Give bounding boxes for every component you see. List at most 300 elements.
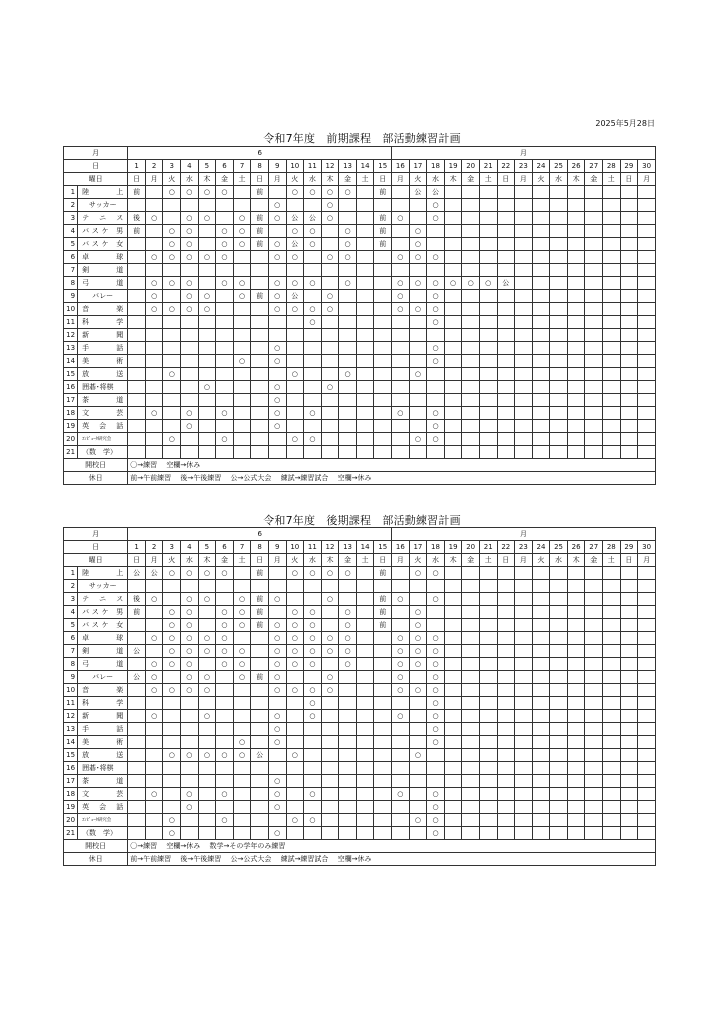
practice-mark — [515, 645, 533, 658]
practice-mark — [515, 238, 533, 251]
month-header: 月 — [64, 147, 128, 160]
practice-mark — [479, 736, 497, 749]
practice-mark — [444, 368, 462, 381]
practice-mark — [532, 775, 550, 788]
practice-mark — [479, 788, 497, 801]
weekday: 火 — [286, 554, 304, 567]
practice-mark — [145, 420, 163, 433]
practice-mark — [638, 433, 656, 446]
practice-mark — [479, 420, 497, 433]
practice-mark — [181, 355, 199, 368]
club-number: 21 — [64, 827, 78, 840]
weekday: 金 — [462, 173, 480, 186]
weekday: 土 — [602, 173, 620, 186]
practice-mark — [620, 277, 638, 290]
practice-mark — [163, 580, 181, 593]
practice-mark — [638, 593, 656, 606]
practice-mark — [550, 264, 568, 277]
practice-mark — [321, 277, 339, 290]
practice-mark — [479, 762, 497, 775]
practice-mark — [567, 632, 585, 645]
practice-mark — [479, 749, 497, 762]
practice-mark: ○ — [304, 684, 322, 697]
practice-mark — [392, 749, 410, 762]
practice-mark: ○ — [321, 567, 339, 580]
month-value: 6 — [128, 528, 392, 541]
practice-mark: ○ — [268, 684, 286, 697]
practice-mark — [620, 814, 638, 827]
practice-mark — [198, 446, 216, 459]
day-number: 23 — [515, 160, 533, 173]
practice-mark — [321, 658, 339, 671]
practice-mark: ○ — [198, 567, 216, 580]
practice-mark: ○ — [233, 658, 251, 671]
practice-mark — [620, 433, 638, 446]
weekday: 日 — [497, 173, 515, 186]
club-name: テ ニ ス — [78, 212, 128, 225]
practice-mark — [532, 645, 550, 658]
practice-mark — [286, 697, 304, 710]
practice-mark — [532, 186, 550, 199]
practice-mark — [198, 420, 216, 433]
practice-mark — [585, 199, 603, 212]
practice-mark — [567, 736, 585, 749]
practice-mark: ○ — [304, 277, 322, 290]
practice-mark — [567, 446, 585, 459]
practice-mark — [479, 723, 497, 736]
practice-mark — [321, 446, 339, 459]
practice-mark — [567, 433, 585, 446]
practice-mark — [620, 225, 638, 238]
practice-mark — [444, 749, 462, 762]
practice-mark — [145, 736, 163, 749]
practice-mark: ○ — [427, 212, 445, 225]
weekday: 日 — [620, 554, 638, 567]
month-row — [64, 147, 656, 160]
practice-mark: ○ — [163, 433, 181, 446]
practice-mark — [233, 788, 251, 801]
practice-mark — [585, 186, 603, 199]
practice-mark — [620, 381, 638, 394]
practice-mark: ○ — [427, 723, 445, 736]
practice-mark — [145, 762, 163, 775]
club-number: 8 — [64, 277, 78, 290]
practice-mark — [233, 264, 251, 277]
practice-mark — [585, 381, 603, 394]
practice-mark — [321, 329, 339, 342]
practice-mark — [602, 368, 620, 381]
day-number: 21 — [479, 160, 497, 173]
weekday: 木 — [198, 554, 216, 567]
practice-mark — [638, 342, 656, 355]
weekday: 月 — [268, 554, 286, 567]
practice-mark — [567, 290, 585, 303]
practice-mark: ○ — [286, 567, 304, 580]
practice-mark — [145, 381, 163, 394]
practice-mark: ○ — [304, 238, 322, 251]
practice-mark — [145, 225, 163, 238]
practice-mark — [198, 736, 216, 749]
practice-mark — [409, 788, 427, 801]
practice-mark — [128, 788, 146, 801]
practice-mark — [532, 420, 550, 433]
practice-mark — [251, 316, 269, 329]
practice-mark — [444, 225, 462, 238]
practice-mark — [145, 801, 163, 814]
practice-mark — [251, 723, 269, 736]
practice-mark — [145, 355, 163, 368]
practice-mark: 前 — [251, 290, 269, 303]
practice-mark — [198, 775, 216, 788]
practice-mark: ○ — [145, 658, 163, 671]
practice-mark — [515, 212, 533, 225]
practice-mark — [602, 619, 620, 632]
practice-mark — [444, 394, 462, 407]
practice-mark — [550, 723, 568, 736]
practice-mark — [585, 316, 603, 329]
practice-mark — [374, 316, 392, 329]
practice-mark — [515, 606, 533, 619]
practice-mark — [339, 736, 357, 749]
practice-mark — [532, 697, 550, 710]
practice-mark: ○ — [409, 684, 427, 697]
practice-mark: ○ — [145, 290, 163, 303]
practice-mark — [374, 658, 392, 671]
club-name: バスケ 男 — [78, 225, 128, 238]
practice-mark — [304, 342, 322, 355]
club-row — [64, 736, 656, 749]
practice-mark — [444, 580, 462, 593]
practice-mark — [585, 277, 603, 290]
practice-mark — [462, 567, 480, 580]
practice-mark — [356, 723, 374, 736]
practice-mark — [550, 593, 568, 606]
weekday: 土 — [233, 554, 251, 567]
practice-mark — [251, 355, 269, 368]
practice-mark — [339, 199, 357, 212]
practice-mark — [585, 827, 603, 840]
practice-mark — [268, 567, 286, 580]
practice-mark — [585, 433, 603, 446]
practice-mark — [392, 186, 410, 199]
practice-mark: ○ — [392, 658, 410, 671]
practice-mark — [163, 394, 181, 407]
practice-mark — [497, 814, 515, 827]
practice-mark — [462, 199, 480, 212]
club-number: 2 — [64, 199, 78, 212]
weekday-row — [64, 173, 656, 186]
practice-mark — [462, 407, 480, 420]
practice-mark — [339, 723, 357, 736]
practice-mark — [479, 433, 497, 446]
practice-mark: ○ — [409, 251, 427, 264]
practice-mark — [550, 684, 568, 697]
practice-mark — [286, 801, 304, 814]
practice-mark — [356, 632, 374, 645]
practice-mark: ○ — [321, 632, 339, 645]
day-number: 9 — [268, 160, 286, 173]
day-number: 6 — [216, 541, 234, 554]
practice-mark — [515, 567, 533, 580]
practice-mark — [515, 762, 533, 775]
practice-mark: ○ — [268, 788, 286, 801]
practice-mark — [620, 567, 638, 580]
practice-mark — [163, 710, 181, 723]
practice-mark: ○ — [321, 684, 339, 697]
practice-mark — [462, 251, 480, 264]
practice-mark — [497, 316, 515, 329]
practice-mark — [585, 749, 603, 762]
practice-mark: ○ — [181, 788, 199, 801]
practice-mark — [374, 329, 392, 342]
practice-mark — [479, 355, 497, 368]
practice-mark — [620, 264, 638, 277]
practice-mark — [321, 723, 339, 736]
practice-mark — [128, 290, 146, 303]
practice-mark — [233, 303, 251, 316]
practice-mark — [128, 303, 146, 316]
practice-mark — [304, 801, 322, 814]
practice-mark — [620, 684, 638, 697]
club-name: 茶 道 — [78, 394, 128, 407]
practice-mark: ○ — [304, 645, 322, 658]
practice-mark — [515, 355, 533, 368]
weekday: 日 — [374, 554, 392, 567]
practice-mark — [286, 671, 304, 684]
practice-mark: 公 — [145, 567, 163, 580]
practice-mark — [356, 368, 374, 381]
practice-mark — [128, 697, 146, 710]
practice-mark — [567, 775, 585, 788]
practice-mark — [462, 420, 480, 433]
weekday: 金 — [585, 173, 603, 186]
practice-mark — [251, 420, 269, 433]
practice-mark — [128, 710, 146, 723]
day-number: 28 — [602, 541, 620, 554]
practice-mark — [128, 658, 146, 671]
practice-mark: 前 — [128, 186, 146, 199]
weekday: 水 — [427, 173, 445, 186]
club-row — [64, 632, 656, 645]
practice-mark — [356, 342, 374, 355]
practice-mark — [198, 606, 216, 619]
club-row — [64, 762, 656, 775]
day-number: 29 — [620, 160, 638, 173]
practice-mark — [251, 303, 269, 316]
practice-mark — [585, 658, 603, 671]
practice-mark — [216, 736, 234, 749]
practice-mark — [497, 710, 515, 723]
practice-mark: ○ — [339, 251, 357, 264]
practice-mark — [286, 736, 304, 749]
practice-mark — [585, 593, 603, 606]
practice-mark: ○ — [145, 277, 163, 290]
practice-mark: ○ — [286, 684, 304, 697]
practice-mark — [497, 671, 515, 684]
practice-mark — [444, 355, 462, 368]
practice-mark — [181, 762, 199, 775]
club-number: 2 — [64, 580, 78, 593]
weekday: 水 — [181, 173, 199, 186]
practice-mark — [409, 697, 427, 710]
practice-mark — [638, 801, 656, 814]
practice-mark — [602, 788, 620, 801]
practice-mark — [479, 775, 497, 788]
practice-mark — [567, 368, 585, 381]
practice-mark — [515, 619, 533, 632]
practice-mark — [567, 801, 585, 814]
practice-mark — [321, 225, 339, 238]
club-name: 新 聞 — [78, 710, 128, 723]
practice-mark: ○ — [427, 407, 445, 420]
practice-mark — [286, 355, 304, 368]
practice-mark — [163, 762, 181, 775]
practice-mark — [567, 212, 585, 225]
practice-mark — [550, 710, 568, 723]
practice-mark: ○ — [268, 593, 286, 606]
practice-mark — [339, 775, 357, 788]
practice-mark — [444, 827, 462, 840]
practice-mark: ○ — [181, 567, 199, 580]
practice-mark — [356, 264, 374, 277]
practice-mark: ○ — [392, 212, 410, 225]
practice-mark — [479, 580, 497, 593]
practice-mark — [497, 446, 515, 459]
practice-mark — [216, 827, 234, 840]
practice-mark — [374, 632, 392, 645]
practice-mark — [145, 394, 163, 407]
practice-mark — [339, 749, 357, 762]
practice-mark — [479, 801, 497, 814]
practice-mark — [462, 645, 480, 658]
practice-mark — [128, 329, 146, 342]
practice-mark — [479, 684, 497, 697]
practice-mark — [198, 342, 216, 355]
practice-mark — [339, 290, 357, 303]
practice-mark — [567, 684, 585, 697]
practice-mark — [638, 407, 656, 420]
practice-mark — [532, 580, 550, 593]
practice-mark — [356, 710, 374, 723]
practice-mark — [532, 632, 550, 645]
practice-mark — [163, 290, 181, 303]
practice-mark — [497, 290, 515, 303]
practice-mark — [479, 645, 497, 658]
practice-mark — [620, 420, 638, 433]
club-number: 1 — [64, 567, 78, 580]
practice-mark — [638, 827, 656, 840]
practice-mark: ○ — [181, 632, 199, 645]
practice-mark — [374, 684, 392, 697]
practice-mark — [638, 290, 656, 303]
practice-mark: ○ — [181, 606, 199, 619]
practice-mark — [374, 251, 392, 264]
practice-mark — [268, 606, 286, 619]
weekday: 水 — [427, 554, 445, 567]
club-name: 美 術 — [78, 736, 128, 749]
practice-mark — [128, 394, 146, 407]
practice-mark: 前 — [251, 671, 269, 684]
practice-mark — [181, 199, 199, 212]
practice-mark: ○ — [145, 303, 163, 316]
practice-mark — [409, 710, 427, 723]
practice-mark — [462, 775, 480, 788]
practice-mark — [638, 580, 656, 593]
practice-mark: ○ — [409, 567, 427, 580]
practice-mark — [532, 814, 550, 827]
practice-mark — [620, 329, 638, 342]
practice-mark — [515, 710, 533, 723]
practice-mark — [251, 710, 269, 723]
club-number: 6 — [64, 251, 78, 264]
practice-mark — [567, 225, 585, 238]
practice-mark — [233, 394, 251, 407]
practice-mark — [462, 632, 480, 645]
practice-mark — [321, 238, 339, 251]
day-number: 18 — [427, 541, 445, 554]
day-number: 12 — [321, 541, 339, 554]
practice-mark: ○ — [286, 814, 304, 827]
practice-mark: ○ — [427, 827, 445, 840]
club-row — [64, 199, 656, 212]
club-row — [64, 619, 656, 632]
day-number: 9 — [268, 541, 286, 554]
practice-mark — [638, 329, 656, 342]
practice-mark — [321, 580, 339, 593]
document-date: 2025年5月28日 — [595, 119, 655, 128]
practice-mark — [409, 355, 427, 368]
practice-mark — [145, 316, 163, 329]
practice-mark: 公 — [427, 186, 445, 199]
practice-mark — [374, 407, 392, 420]
practice-mark: ○ — [409, 277, 427, 290]
practice-mark: ○ — [181, 186, 199, 199]
practice-mark: ○ — [145, 788, 163, 801]
practice-mark — [602, 199, 620, 212]
practice-mark — [145, 697, 163, 710]
practice-mark — [515, 684, 533, 697]
practice-mark — [251, 342, 269, 355]
club-number: 8 — [64, 658, 78, 671]
club-number: 4 — [64, 606, 78, 619]
practice-mark — [339, 433, 357, 446]
practice-mark — [128, 580, 146, 593]
weekday: 土 — [602, 554, 620, 567]
club-name: 美 術 — [78, 355, 128, 368]
club-number: 6 — [64, 632, 78, 645]
practice-mark — [339, 788, 357, 801]
practice-mark: ○ — [198, 671, 216, 684]
practice-mark — [268, 186, 286, 199]
practice-mark — [392, 420, 410, 433]
practice-mark — [251, 801, 269, 814]
day-number: 8 — [251, 160, 269, 173]
weekday: 金 — [585, 554, 603, 567]
practice-mark — [321, 827, 339, 840]
practice-mark — [462, 433, 480, 446]
practice-mark — [251, 658, 269, 671]
practice-mark — [374, 710, 392, 723]
practice-mark — [497, 567, 515, 580]
day-number: 4 — [181, 160, 199, 173]
practice-mark — [550, 827, 568, 840]
practice-mark — [304, 736, 322, 749]
practice-mark: 公 — [251, 749, 269, 762]
practice-mark: ○ — [392, 684, 410, 697]
practice-mark — [145, 329, 163, 342]
club-row — [64, 342, 656, 355]
club-number: 18 — [64, 788, 78, 801]
